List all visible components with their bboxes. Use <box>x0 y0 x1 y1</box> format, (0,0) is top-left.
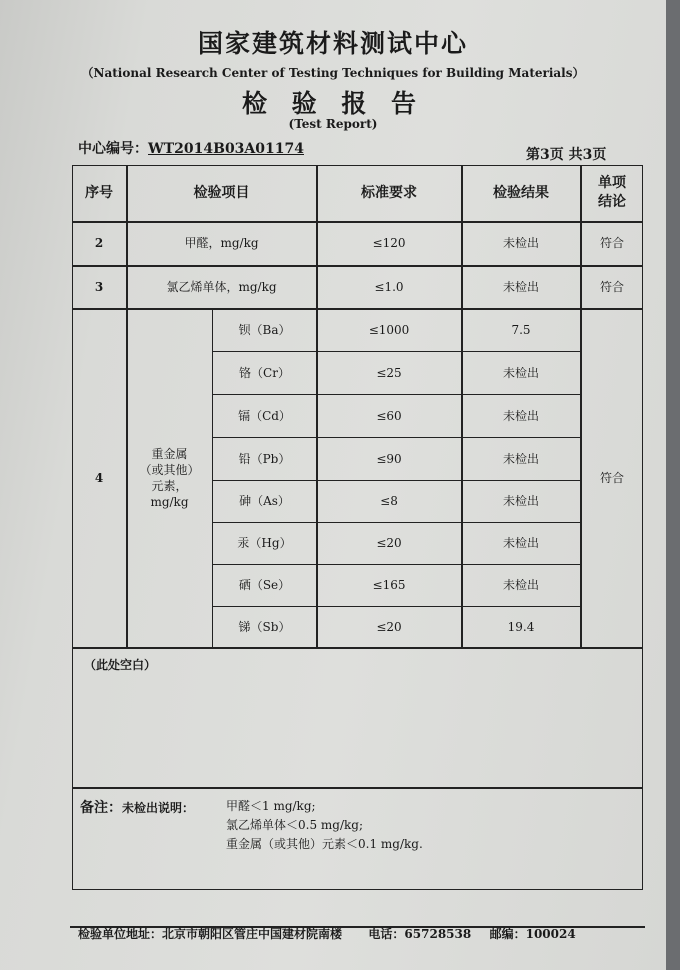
element-name: 镉（Cd） <box>238 408 291 423</box>
row-requirement: ≤120 <box>372 236 406 251</box>
element-name: 钡（Ba） <box>238 322 291 337</box>
group-no: 4 <box>94 470 104 485</box>
remark-line: 重金属（或其他）元素＜0.1 mg/kg. <box>226 837 423 851</box>
element-name: 铅（Pb） <box>238 451 291 466</box>
remarks-label: 备注： <box>80 800 122 816</box>
element-requirement: ≤25 <box>376 365 402 380</box>
element-result: 未检出 <box>502 365 539 380</box>
element-name: 硒（Se） <box>238 578 291 593</box>
postcode: 100024 <box>525 927 576 941</box>
element-result: 未检出 <box>502 408 539 423</box>
element-result: 19.4 <box>507 619 535 634</box>
row-no: 3 <box>94 279 104 294</box>
footer <box>78 925 576 942</box>
center-number <box>78 138 304 158</box>
row-conclusion: 符合 <box>599 279 624 294</box>
address: 北京市朝阳区管庄中国建材院南楼 <box>162 927 343 941</box>
remarks-intro: 未检出说明： <box>122 801 195 815</box>
element-requirement: ≤20 <box>376 619 402 634</box>
group-conclusion: 符合 <box>599 470 624 485</box>
report-title-cn: 检 验 报 告 <box>241 89 425 118</box>
header-conclusion: 单项 结论 <box>598 175 626 210</box>
element-result: 7.5 <box>511 322 531 337</box>
group-item: 重金属 （或其他） 元素， mg/kg <box>139 446 200 510</box>
element-requirement: ≤165 <box>372 578 406 593</box>
element-result: 未检出 <box>502 494 539 509</box>
header-no: 序号 <box>85 184 113 201</box>
org-title-cn: 国家建筑材料测试中心 <box>197 29 468 58</box>
org-title-en: （National Research Center of Testing Techniques for Building Materials） <box>81 66 585 80</box>
element-name: 锑（Sb） <box>238 619 291 634</box>
page-indicator: 第3页 共3页 <box>526 147 607 163</box>
report-title-en: (Test Report) <box>288 117 378 131</box>
phone-label: 电话： <box>368 927 405 941</box>
element-requirement: ≤20 <box>376 536 402 551</box>
element-requirement: ≤60 <box>376 408 402 423</box>
remark-line: 甲醛＜1 mg/kg; <box>226 799 316 813</box>
element-requirement: ≤90 <box>376 451 402 466</box>
row-no: 2 <box>94 236 104 251</box>
center-number-value: WT2014B03A01174 <box>148 141 304 157</box>
table-rule <box>72 787 643 789</box>
element-result: 未检出 <box>502 451 539 466</box>
remarks <box>80 797 194 817</box>
row-requirement: ≤1.0 <box>374 279 404 294</box>
header-result: 检验结果 <box>493 184 549 201</box>
element-name: 铬（Cr） <box>239 365 290 380</box>
table-rule <box>72 647 643 649</box>
element-result: 未检出 <box>502 578 539 593</box>
element-name: 砷（As） <box>239 494 290 509</box>
address-label: 检验单位地址： <box>78 927 163 941</box>
blank-note: （此处空白） <box>84 658 157 672</box>
row-result: 未检出 <box>502 236 539 251</box>
row-item: 甲醛，mg/kg <box>184 236 259 251</box>
center-number-label: 中心编号： <box>78 141 148 157</box>
header-item: 检验项目 <box>193 184 250 201</box>
row-result: 未检出 <box>502 279 539 294</box>
row-conclusion: 符合 <box>599 236 624 251</box>
row-item: 氯乙烯单体，mg/kg <box>166 279 277 294</box>
element-name: 汞（Hg） <box>237 536 292 551</box>
postcode-label: 邮编： <box>489 927 526 941</box>
element-requirement: ≤8 <box>380 494 398 509</box>
phone: 65728538 <box>404 927 472 941</box>
header-requirement: 标准要求 <box>361 184 417 201</box>
remark-line: 氯乙烯单体＜0.5 mg/kg; <box>226 818 363 832</box>
element-requirement: ≤1000 <box>368 322 410 337</box>
element-result: 未检出 <box>502 536 539 551</box>
